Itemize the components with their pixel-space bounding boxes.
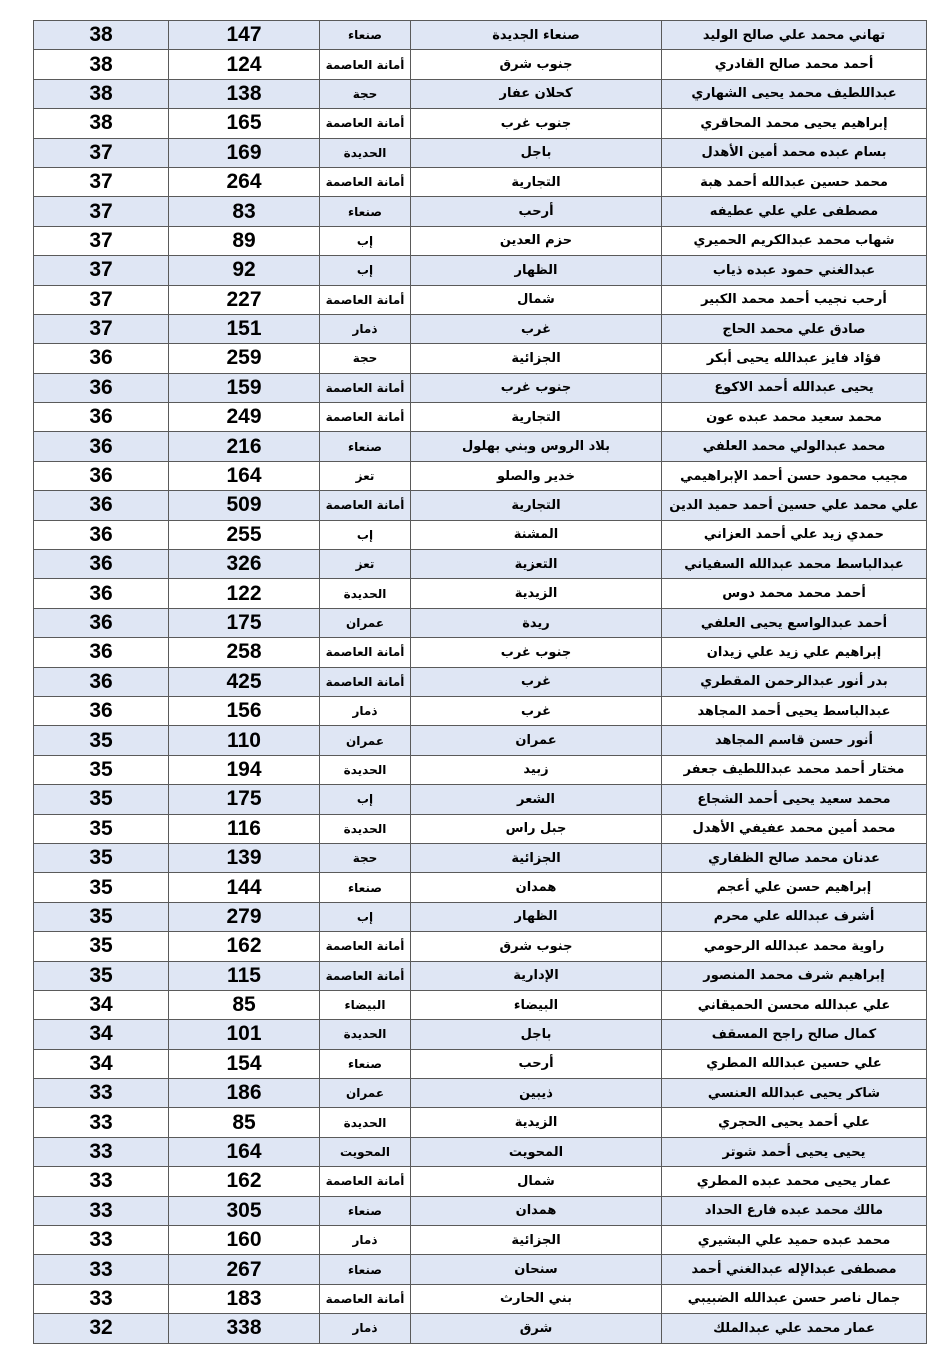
score-cell: 33 (34, 1108, 169, 1137)
district-cell: خدير والصلو (411, 461, 662, 490)
number-cell: 144 (169, 873, 320, 902)
score-cell: 38 (34, 50, 169, 79)
name-cell: عدنان محمد صالح الظفاري (662, 843, 927, 872)
table-row (34, 1049, 927, 1078)
governorate-cell: البيضاء (320, 990, 411, 1019)
table-row (34, 608, 927, 637)
score-cell: 35 (34, 843, 169, 872)
name-cell: علي أحمد يحيى الحجري (662, 1108, 927, 1137)
score-cell: 33 (34, 1284, 169, 1313)
district-cell: جنوب غرب (411, 373, 662, 402)
number-cell: 216 (169, 432, 320, 461)
district-cell: همدان (411, 1196, 662, 1225)
table-row (34, 873, 927, 902)
score-cell: 35 (34, 755, 169, 784)
district-cell: شمال (411, 1167, 662, 1196)
table-row (34, 226, 927, 255)
table-row (34, 432, 927, 461)
score-cell: 34 (34, 1049, 169, 1078)
governorate-cell: صنعاء (320, 197, 411, 226)
district-cell: المحويت (411, 1137, 662, 1166)
number-cell: 175 (169, 608, 320, 637)
name-cell: علي عبدالله محسن الحميقاني (662, 990, 927, 1019)
district-cell: البيضاء (411, 990, 662, 1019)
score-cell: 38 (34, 109, 169, 138)
number-cell: 255 (169, 520, 320, 549)
table-row (34, 1137, 927, 1166)
score-cell: 37 (34, 197, 169, 226)
number-cell: 122 (169, 579, 320, 608)
name-cell: شاكر يحيى عبدالله العنسي (662, 1079, 927, 1108)
number-cell: 258 (169, 638, 320, 667)
score-cell: 37 (34, 167, 169, 196)
table-row (34, 932, 927, 961)
table-row (34, 638, 927, 667)
score-cell: 33 (34, 1137, 169, 1166)
table-row (34, 1167, 927, 1196)
name-cell: جمال ناصر حسن عبدالله الضبيبي (662, 1284, 927, 1313)
number-cell: 264 (169, 167, 320, 196)
number-cell: 249 (169, 403, 320, 432)
score-cell: 36 (34, 373, 169, 402)
district-cell: همدان (411, 873, 662, 902)
governorate-cell: حجة (320, 843, 411, 872)
district-cell: باجل (411, 138, 662, 167)
name-cell: إبراهيم شرف محمد المنصور (662, 961, 927, 990)
table-row (34, 197, 927, 226)
governorate-cell: الحديدة (320, 579, 411, 608)
table-row (34, 1284, 927, 1313)
district-cell: جنوب شرق (411, 50, 662, 79)
table-row (34, 373, 927, 402)
number-cell: 110 (169, 726, 320, 755)
table-row (34, 461, 927, 490)
name-cell: أرحب نجيب أحمد محمد الكبير (662, 285, 927, 314)
district-cell: جبل راس (411, 814, 662, 843)
table-row (34, 726, 927, 755)
name-cell: بسام عبده محمد أمين الأهدل (662, 138, 927, 167)
district-cell: غرب (411, 314, 662, 343)
name-cell: بدر أنور عبدالرحمن المقطري (662, 667, 927, 696)
score-cell: 35 (34, 932, 169, 961)
number-cell: 124 (169, 50, 320, 79)
table-row (34, 1020, 927, 1049)
table-row (34, 21, 927, 50)
district-cell: بني الحارث (411, 1284, 662, 1313)
score-cell: 36 (34, 638, 169, 667)
number-cell: 194 (169, 755, 320, 784)
name-cell: عبدالغني حمود عبده ذياب (662, 256, 927, 285)
score-cell: 36 (34, 667, 169, 696)
district-cell: شمال (411, 285, 662, 314)
table-row (34, 79, 927, 108)
governorate-cell: الحديدة (320, 138, 411, 167)
name-cell: عبدالباسط يحيى أحمد المجاهد (662, 696, 927, 725)
number-cell: 338 (169, 1314, 320, 1343)
district-cell: صنعاء الجديدة (411, 21, 662, 50)
table-row (34, 550, 927, 579)
number-cell: 115 (169, 961, 320, 990)
number-cell: 186 (169, 1079, 320, 1108)
table-row (34, 990, 927, 1019)
table-row (34, 1079, 927, 1108)
district-cell: الشعر (411, 785, 662, 814)
number-cell: 147 (169, 21, 320, 50)
district-cell: أرحب (411, 197, 662, 226)
table-row (34, 109, 927, 138)
table-row (34, 814, 927, 843)
score-cell: 33 (34, 1226, 169, 1255)
district-cell: الجزائية (411, 344, 662, 373)
district-cell: حزم العدين (411, 226, 662, 255)
governorate-cell: تعز (320, 461, 411, 490)
number-cell: 116 (169, 814, 320, 843)
name-cell: تهاني محمد علي صالح الوليد (662, 21, 927, 50)
number-cell: 151 (169, 314, 320, 343)
name-cell: يحيى عبدالله أحمد الاكوع (662, 373, 927, 402)
district-cell: كحلان عفار (411, 79, 662, 108)
district-cell: غرب (411, 696, 662, 725)
name-cell: إبراهيم علي زيد علي زيدان (662, 638, 927, 667)
district-cell: التجارية (411, 403, 662, 432)
score-cell: 36 (34, 344, 169, 373)
number-cell: 154 (169, 1049, 320, 1078)
score-cell: 34 (34, 990, 169, 1019)
name-cell: مجيب محمود حسن أحمد الإبراهيمي (662, 461, 927, 490)
results-table-body (34, 21, 927, 1344)
name-cell: شهاب محمد عبدالكريم الحميري (662, 226, 927, 255)
table-row (34, 1226, 927, 1255)
governorate-cell: أمانة العاصمة (320, 961, 411, 990)
district-cell: جنوب غرب (411, 638, 662, 667)
number-cell: 83 (169, 197, 320, 226)
number-cell: 89 (169, 226, 320, 255)
score-cell: 35 (34, 873, 169, 902)
number-cell: 162 (169, 932, 320, 961)
score-cell: 37 (34, 285, 169, 314)
district-cell: ريدة (411, 608, 662, 637)
district-cell: الظهار (411, 256, 662, 285)
district-cell: الزيدية (411, 1108, 662, 1137)
governorate-cell: عمران (320, 726, 411, 755)
score-cell: 33 (34, 1196, 169, 1225)
table-row (34, 167, 927, 196)
score-cell: 35 (34, 814, 169, 843)
table-row (34, 1196, 927, 1225)
district-cell: شرق (411, 1314, 662, 1343)
score-cell: 33 (34, 1079, 169, 1108)
score-cell: 35 (34, 726, 169, 755)
governorate-cell: ذمار (320, 1314, 411, 1343)
number-cell: 165 (169, 109, 320, 138)
number-cell: 85 (169, 990, 320, 1019)
district-cell: المشنة (411, 520, 662, 549)
district-cell: بلاد الروس وبني بهلول (411, 432, 662, 461)
governorate-cell: صنعاء (320, 1196, 411, 1225)
score-cell: 33 (34, 1255, 169, 1284)
district-cell: جنوب غرب (411, 109, 662, 138)
governorate-cell: صنعاء (320, 873, 411, 902)
table-row (34, 344, 927, 373)
district-cell: عمران (411, 726, 662, 755)
number-cell: 138 (169, 79, 320, 108)
number-cell: 279 (169, 902, 320, 931)
governorate-cell: صنعاء (320, 432, 411, 461)
table-row (34, 520, 927, 549)
number-cell: 160 (169, 1226, 320, 1255)
governorate-cell: إب (320, 902, 411, 931)
number-cell: 164 (169, 461, 320, 490)
name-cell: عمار محمد علي عبدالملك (662, 1314, 927, 1343)
table-row (34, 256, 927, 285)
name-cell: علي محمد علي حسين أحمد حميد الدين (662, 491, 927, 520)
score-cell: 36 (34, 520, 169, 549)
number-cell: 227 (169, 285, 320, 314)
governorate-cell: أمانة العاصمة (320, 491, 411, 520)
district-cell: غرب (411, 667, 662, 696)
score-cell: 38 (34, 21, 169, 50)
table-row (34, 491, 927, 520)
governorate-cell: المحويت (320, 1137, 411, 1166)
governorate-cell: صنعاء (320, 1255, 411, 1284)
district-cell: جنوب شرق (411, 932, 662, 961)
governorate-cell: صنعاء (320, 21, 411, 50)
governorate-cell: الحديدة (320, 1020, 411, 1049)
name-cell: محمد عبدالولي محمد العلفي (662, 432, 927, 461)
district-cell: باجل (411, 1020, 662, 1049)
district-cell: أرحب (411, 1049, 662, 1078)
number-cell: 326 (169, 550, 320, 579)
number-cell: 159 (169, 373, 320, 402)
score-cell: 36 (34, 608, 169, 637)
name-cell: أحمد محمد صالح القادري (662, 50, 927, 79)
number-cell: 92 (169, 256, 320, 285)
governorate-cell: إب (320, 520, 411, 549)
district-cell: التعزية (411, 550, 662, 579)
governorate-cell: أمانة العاصمة (320, 1167, 411, 1196)
name-cell: عبدالباسط محمد عبدالله السفياني (662, 550, 927, 579)
table-row (34, 667, 927, 696)
table-row (34, 1108, 927, 1137)
governorate-cell: ذمار (320, 314, 411, 343)
table-row (34, 138, 927, 167)
results-table (33, 20, 927, 1344)
governorate-cell: حجة (320, 344, 411, 373)
governorate-cell: أمانة العاصمة (320, 1284, 411, 1313)
score-cell: 36 (34, 550, 169, 579)
score-cell: 36 (34, 696, 169, 725)
name-cell: مصطفى علي علي عطيفه (662, 197, 927, 226)
score-cell: 35 (34, 961, 169, 990)
name-cell: علي حسين عبدالله المطري (662, 1049, 927, 1078)
number-cell: 425 (169, 667, 320, 696)
governorate-cell: عمران (320, 1079, 411, 1108)
number-cell: 169 (169, 138, 320, 167)
governorate-cell: عمران (320, 608, 411, 637)
number-cell: 156 (169, 696, 320, 725)
governorate-cell: أمانة العاصمة (320, 109, 411, 138)
table-row (34, 961, 927, 990)
score-cell: 37 (34, 314, 169, 343)
name-cell: إبراهيم حسن علي أعجم (662, 873, 927, 902)
table-row (34, 785, 927, 814)
score-cell: 37 (34, 256, 169, 285)
name-cell: راوية محمد عبدالله الرحومي (662, 932, 927, 961)
score-cell: 36 (34, 579, 169, 608)
name-cell: مصطفى عبدالإله عبدالغني أحمد (662, 1255, 927, 1284)
number-cell: 183 (169, 1284, 320, 1313)
table-row (34, 843, 927, 872)
number-cell: 509 (169, 491, 320, 520)
score-cell: 35 (34, 902, 169, 931)
score-cell: 37 (34, 138, 169, 167)
district-cell: التجارية (411, 491, 662, 520)
score-cell: 32 (34, 1314, 169, 1343)
name-cell: عبداللطيف محمد يحيى الشهاري (662, 79, 927, 108)
number-cell: 85 (169, 1108, 320, 1137)
score-cell: 35 (34, 785, 169, 814)
name-cell: مالك محمد عبده فارع الحداد (662, 1196, 927, 1225)
name-cell: محمد أمين محمد عفيفي الأهدل (662, 814, 927, 843)
district-cell: سنحان (411, 1255, 662, 1284)
governorate-cell: أمانة العاصمة (320, 667, 411, 696)
table-row (34, 902, 927, 931)
score-cell: 38 (34, 79, 169, 108)
table-row (34, 1255, 927, 1284)
name-cell: فؤاد فايز عبدالله يحيى أبكر (662, 344, 927, 373)
number-cell: 305 (169, 1196, 320, 1225)
governorate-cell: إب (320, 226, 411, 255)
district-cell: زبيد (411, 755, 662, 784)
name-cell: أحمد عبدالواسع يحيى العلفي (662, 608, 927, 637)
district-cell: التجارية (411, 167, 662, 196)
governorate-cell: أمانة العاصمة (320, 167, 411, 196)
district-cell: الجزائية (411, 1226, 662, 1255)
governorate-cell: إب (320, 256, 411, 285)
score-cell: 36 (34, 403, 169, 432)
name-cell: عمار يحيى محمد عبده المطري (662, 1167, 927, 1196)
table-row (34, 285, 927, 314)
district-cell: الجزائية (411, 843, 662, 872)
name-cell: حمدي زيد علي أحمد العزاني (662, 520, 927, 549)
number-cell: 267 (169, 1255, 320, 1284)
table-row (34, 314, 927, 343)
governorate-cell: ذمار (320, 1226, 411, 1255)
governorate-cell: صنعاء (320, 1049, 411, 1078)
governorate-cell: أمانة العاصمة (320, 638, 411, 667)
score-cell: 34 (34, 1020, 169, 1049)
table-row (34, 1314, 927, 1343)
number-cell: 139 (169, 843, 320, 872)
name-cell: أشرف عبدالله علي محرم (662, 902, 927, 931)
number-cell: 164 (169, 1137, 320, 1166)
name-cell: إبراهيم يحيى محمد المحاقري (662, 109, 927, 138)
name-cell: مختار أحمد محمد عبداللطيف جعفر (662, 755, 927, 784)
district-cell: الإدارية (411, 961, 662, 990)
number-cell: 259 (169, 344, 320, 373)
name-cell: محمد حسين عبدالله أحمد هبة (662, 167, 927, 196)
governorate-cell: الحديدة (320, 1108, 411, 1137)
governorate-cell: تعز (320, 550, 411, 579)
governorate-cell: أمانة العاصمة (320, 932, 411, 961)
score-cell: 36 (34, 491, 169, 520)
number-cell: 175 (169, 785, 320, 814)
table-row (34, 50, 927, 79)
table-row (34, 696, 927, 725)
governorate-cell: إب (320, 785, 411, 814)
name-cell: محمد سعيد محمد عبده عون (662, 403, 927, 432)
score-cell: 33 (34, 1167, 169, 1196)
number-cell: 101 (169, 1020, 320, 1049)
governorate-cell: أمانة العاصمة (320, 403, 411, 432)
table-row (34, 755, 927, 784)
governorate-cell: الحديدة (320, 814, 411, 843)
district-cell: الظهار (411, 902, 662, 931)
name-cell: يحيى يحيى أحمد شوتر (662, 1137, 927, 1166)
name-cell: محمد سعيد يحيى أحمد الشجاع (662, 785, 927, 814)
district-cell: ذيبين (411, 1079, 662, 1108)
table-row (34, 579, 927, 608)
district-cell: الزيدية (411, 579, 662, 608)
governorate-cell: أمانة العاصمة (320, 373, 411, 402)
governorate-cell: ذمار (320, 696, 411, 725)
score-cell: 36 (34, 461, 169, 490)
governorate-cell: أمانة العاصمة (320, 50, 411, 79)
name-cell: محمد عبده حميد علي البشيري (662, 1226, 927, 1255)
governorate-cell: الحديدة (320, 755, 411, 784)
name-cell: أنور حسن قاسم المجاهد (662, 726, 927, 755)
number-cell: 162 (169, 1167, 320, 1196)
name-cell: صادق علي محمد الحاج (662, 314, 927, 343)
name-cell: أحمد محمد محمد دوس (662, 579, 927, 608)
score-cell: 36 (34, 432, 169, 461)
name-cell: كمال صالح راجح المسقف (662, 1020, 927, 1049)
score-cell: 37 (34, 226, 169, 255)
table-row (34, 403, 927, 432)
governorate-cell: أمانة العاصمة (320, 285, 411, 314)
governorate-cell: حجة (320, 79, 411, 108)
